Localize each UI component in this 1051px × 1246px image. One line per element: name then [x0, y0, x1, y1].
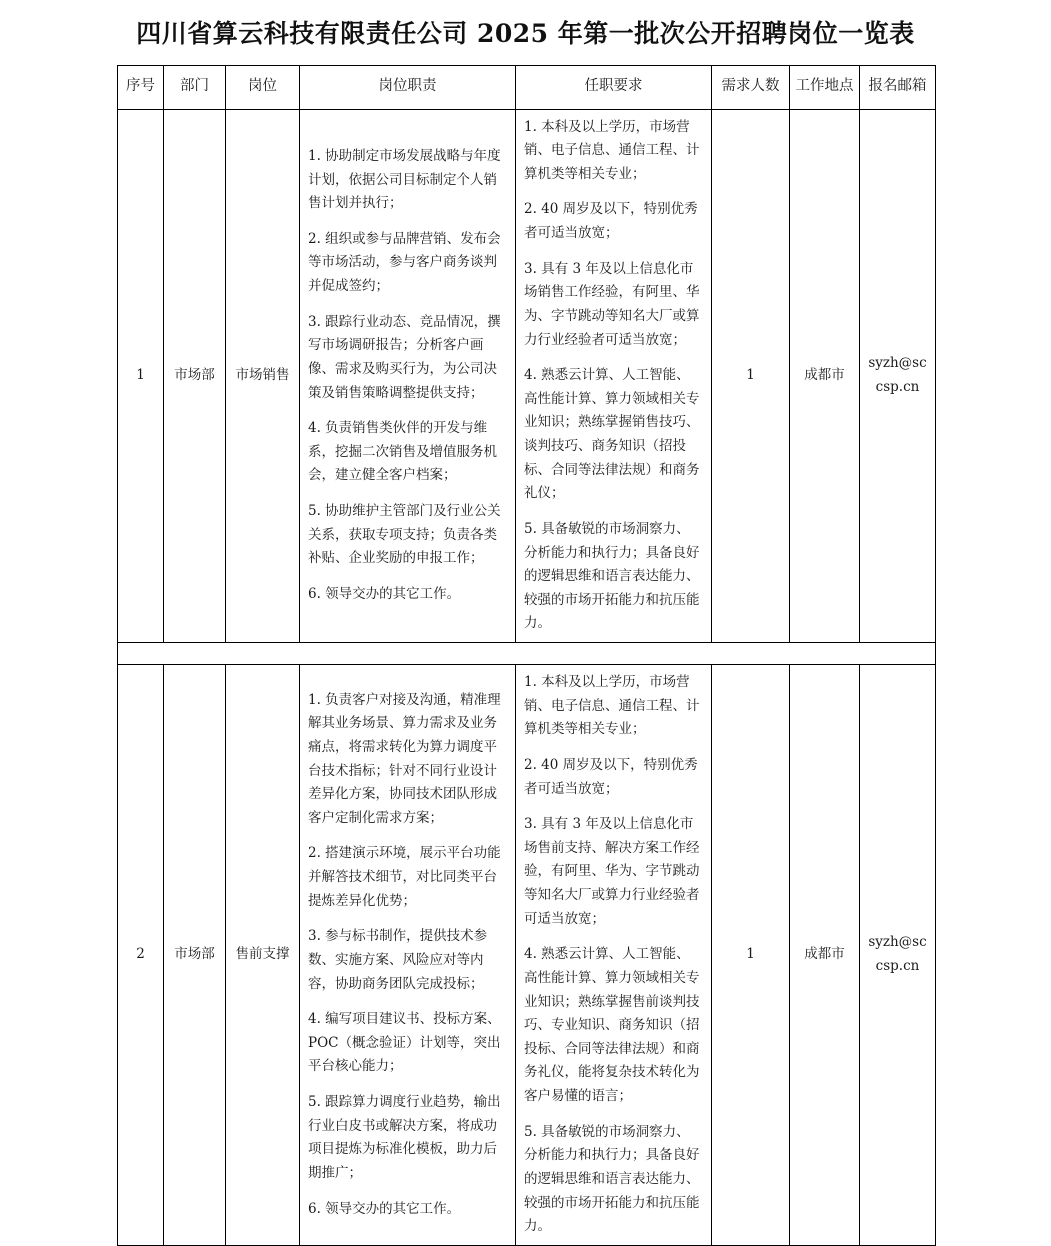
column-header-requirements: 任职要求 — [516, 65, 712, 109]
spacer-cell — [118, 643, 936, 665]
cell-department: 市场部 — [164, 109, 226, 643]
requirement-item: 5. 具备敏锐的市场洞察力、分析能力和执行力；具备良好的逻辑思维和语言表达能力、较强的市场开拓能力和抗压能力。 — [524, 520, 700, 632]
cell-department: 市场部 — [164, 665, 226, 1246]
requirement-item: 4. 熟悉云计算、人工智能、高性能计算、算力领域相关专业知识；熟练掌握销售技巧、谈判技巧、商务知识（招投标、合同等法律法规）和商务礼仪； — [524, 367, 700, 502]
cell-email — [860, 109, 936, 643]
jobs-table-wrapper — [0, 65, 1051, 1246]
duty-item: 5. 跟踪算力调度行业趋势，输出行业白皮书或解决方案，将成功项目提炼为标准化模板，助力后期推广； — [308, 1094, 501, 1181]
duty-item: 3. 跟踪行业动态、竞品情况，撰写市场调研报告；分析客户画像、需求及购买行为，为公司决策及销售策略调整提供支持； — [308, 313, 501, 401]
column-header-location: 工作地点 — [790, 65, 860, 109]
cell-requirements — [516, 665, 712, 1246]
duty-item: 5. 协助维护主管部门及行业公关关系，获取专项支持；负责各类补贴、企业奖励的申报工作； — [308, 503, 501, 567]
duty-item: 4. 编写项目建议书、投标方案、POC（概念验证）计划等，突出平台核心能力； — [308, 1011, 501, 1075]
cell-seq: 2 — [118, 665, 164, 1246]
requirement-item: 2. 40 周岁及以下，特别优秀者可适当放宽； — [524, 201, 698, 241]
requirement-item: 2. 40 周岁及以下，特别优秀者可适当放宽； — [524, 756, 698, 797]
cell-headcount: 1 — [712, 665, 790, 1246]
cell-seq: 1 — [118, 109, 164, 643]
cell-position: 市场销售 — [226, 109, 300, 643]
column-header-duties: 岗位职责 — [300, 65, 516, 109]
duty-item: 3. 参与标书制作，提供技术参数、实施方案、风险应对等内容，协助商务团队完成投标； — [308, 928, 488, 992]
row-spacer — [118, 643, 936, 665]
duty-item: 2. 搭建演示环境，展示平台功能并解答技术细节，对比同类平台提炼差异化优势； — [308, 845, 501, 909]
column-header-position: 岗位 — [226, 65, 300, 109]
column-header-headcount: 需求人数 — [712, 65, 790, 109]
email-text: syzh@sccsp.cn — [868, 355, 927, 395]
table-row — [118, 109, 936, 643]
duty-item: 1. 协助制定市场发展战略与年度计划，依据公司目标制定个人销售计划并执行； — [308, 147, 501, 212]
column-header-email: 报名邮箱 — [860, 65, 936, 109]
duty-item: 2. 组织或参与品牌营销、发布会等市场活动，参与客户商务谈判并促成签约； — [308, 230, 501, 295]
cell-duties — [300, 109, 516, 643]
column-header-department: 部门 — [164, 65, 226, 109]
requirement-item: 4. 熟悉云计算、人工智能、高性能计算、算力领域相关专业知识；熟练掌握售前谈判技巧、专业知识、商务知识（招投标、合同等法律法规）和商务礼仪，能将复杂技术转化为客户易懂的语言； — [524, 946, 700, 1104]
table-body — [118, 109, 936, 1245]
duty-item: 4. 负责销售类伙伴的开发与维系，挖掘二次销售及增值服务机会，建立健全客户档案； — [308, 420, 497, 484]
cell-position: 售前支撑 — [226, 665, 300, 1246]
requirement-item: 3. 具有 3 年及以上信息化市场销售工作经验，有阿里、华为、字节跳动等知名大厂或算力行业经验者可适当放宽； — [524, 260, 700, 348]
header-row — [118, 65, 936, 109]
cell-requirements — [516, 109, 712, 643]
requirement-item: 1. 本科及以上学历，市场营销、电子信息、通信工程、计算机类等相关专业； — [524, 118, 700, 182]
cell-location: 成都市 — [790, 109, 860, 643]
cell-location: 成都市 — [790, 665, 860, 1246]
table-header — [118, 65, 936, 109]
page-title: 四川省算云科技有限责任公司 2025 年第一批次公开招聘岗位一览表 — [136, 19, 915, 48]
cell-headcount: 1 — [712, 109, 790, 643]
duty-item: 1. 负责客户对接及沟通，精准理解其业务场景、算力需求及业务痛点，将需求转化为算力调度平台技术指标；针对不同行业设计差异化方案，协同技术团队形成客户定制化需求方案； — [308, 691, 501, 826]
column-header-seq: 序号 — [118, 65, 164, 109]
requirement-item: 3. 具有 3 年及以上信息化市场售前支持、解决方案工作经验，有阿里、华为、字节跳动等知名大厂或算力行业经验者可适当放宽； — [524, 816, 700, 927]
duty-item: 6. 领导交办的其它工作。 — [308, 585, 461, 602]
jobs-table — [117, 65, 936, 1246]
table-row — [118, 665, 936, 1246]
cell-email — [860, 665, 936, 1246]
requirement-item: 5. 具备敏锐的市场洞察力、分析能力和执行力；具备良好的逻辑思维和语言表达能力、较强的市场开拓能力和抗压能力。 — [524, 1123, 700, 1235]
requirement-item: 1. 本科及以上学历，市场营销、电子信息、通信工程、计算机类等相关专业； — [524, 674, 700, 738]
email-text: syzh@sccsp.cn — [868, 934, 927, 974]
duty-item: 6. 领导交办的其它工作。 — [308, 1200, 461, 1217]
cell-duties — [300, 665, 516, 1246]
